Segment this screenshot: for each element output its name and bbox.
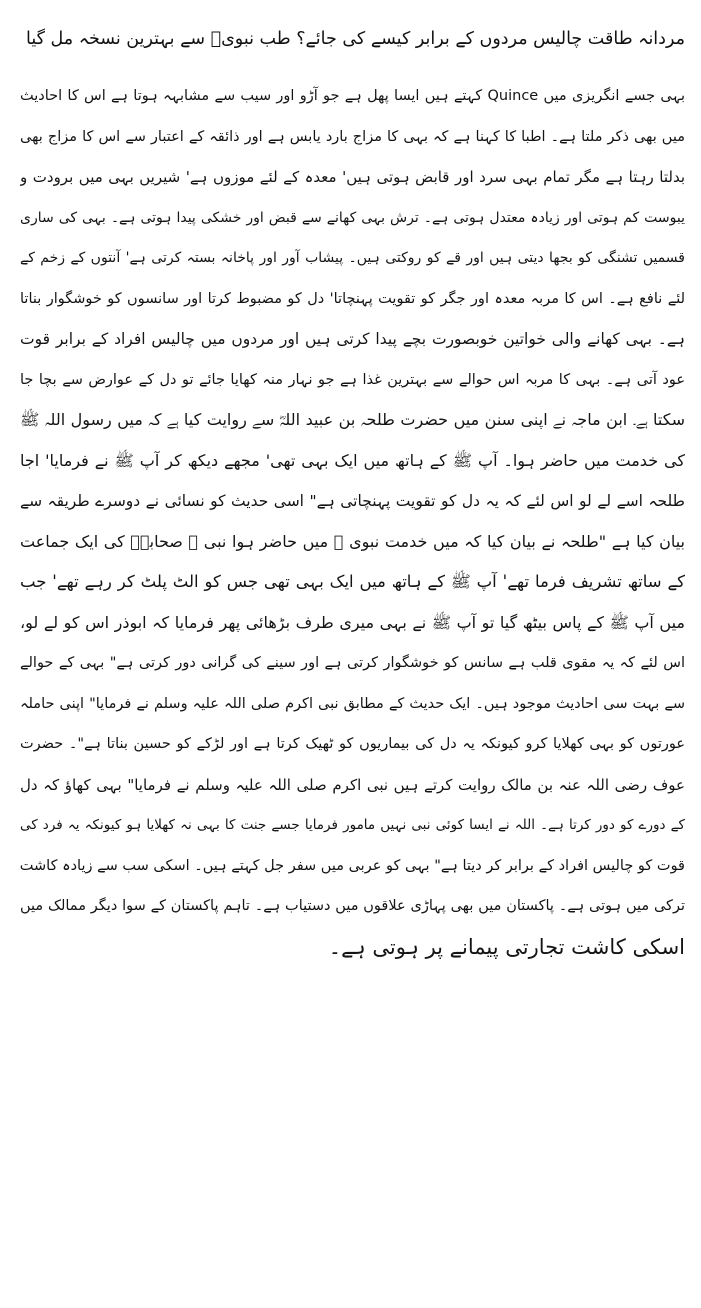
body-line: بیان کیا ہے "طلحہ نے بیان کیا کہ میں خدمت نبوی ﷺ میں حاضر ہوا نبی ﷺ صحابہؓ کی ایک جماعت	[20, 531, 685, 551]
article-body	[20, 76, 685, 967]
body-line: بدلتا رہتا ہے مگر تمام بہی سرد اور قابض ہوتی ہیں' معدہ کے لئے موزوں ہے' شیریں بہی میں برودت و	[20, 168, 685, 186]
body-line: لئے نافع ہے۔ اس کا مربہ معدہ اور جگر کو تقویت پہنچاتا' دل کو مضبوط کرتا اور سانسوں کو خوشگوار بناتا	[20, 290, 685, 307]
body-line: کے ساتھ تشریف فرما تھے' آپ ﷺ کے ہاتھ میں ایک بہی تھی جس کو الٹ پلٹ کر رہے تھے' جب	[20, 572, 685, 591]
article-title: مردانہ طاقت چالیس مردوں کے برابر کیسے کی جائے؟ طب نبویؐ سے بہترین نسخہ مل گیا	[26, 29, 685, 49]
body-line: کے دورے کو دور کرتا ہے۔ اللہ نے ایسا کوئی نبی نہیں مامور فرمایا جسے جنت کا بہی نہ کھلایا ہو کیونکہ یہ فرد کی	[20, 817, 685, 833]
body-line: طلحہ اسے لے لو اس لئے کہ یہ دل کو تقویت پہنچاتی ہے" اسی حدیث کو نسائی نے دوسرے طریقہ سے	[20, 492, 685, 510]
body-line: اس لئے کہ یہ مقوی قلب ہے سانس کو خوشگوار کرتی ہے اور سینے کی گرانی دور کرتی ہے" بہی کے حوالے	[20, 655, 685, 671]
body-line: قوت کو چالیس افراد کے برابر کر دیتا ہے" بہی کو عربی میں سفر جل کہتے ہیں۔ اسکی سب سے زیادہ کاشت	[20, 857, 685, 874]
body-line: بہی جسے انگریزی میں Quince کہتے ہیں ایسا پھل ہے جو آڑو اور سیب سے مشابہہ ہوتا ہے اس کا احادیث	[20, 88, 685, 104]
body-line: عود آتی ہے۔ بہی کا مربہ اس حوالے سے بہترین غذا ہے جو نہار منہ کھایا جائے تو دل کے عوارض سے بچا جا	[20, 371, 685, 388]
body-line: سے بہت سی احادیث موجود ہیں۔ ایک حدیث کے مطابق نبی اکرم صلی اللہ علیہ وسلم نے فرمایا" اپنی حاملہ	[20, 695, 685, 712]
body-line: اسکی کاشت تجارتی پیمانے پر ہوتی ہے۔	[328, 934, 685, 959]
body-line: میں بھی ذکر ملتا ہے۔ اطبا کا کہنا ہے کہ بہی کا مزاج بارد یابس ہے اور ذائقہ کے اعتبار سے اس کا مزاج بھی	[20, 128, 685, 145]
body-line: میں آپ ﷺ کے پاس بیٹھ گیا تو آپ ﷺ نے بہی میری طرف بڑھائی پھر فرمایا کہ ابوذر اس کو لے لو،	[20, 612, 685, 632]
body-line: سکتا ہے۔ ابن ماجہ نے اپنی سنن میں حضرت طلحہ بن عبید اللہؓ سے روایت کیا ہے کہ میں رسول اللہ ﷺ	[20, 410, 685, 429]
body-line: ترکی میں ہوتی ہے۔ پاکستان میں بھی پہاڑی علاقوں میں دستیاب ہے۔ تاہم پاکستان کے سوا دیگر ممالک میں	[20, 898, 685, 914]
body-line: کی خدمت میں حاضر ہوا۔ آپ ﷺ کے ہاتھ میں ایک بہی تھی' مجھے دیکھ کر آپ ﷺ نے فرمایا' اجا	[20, 450, 685, 470]
body-line: عورتوں کو بہی کھلایا کرو کیونکہ یہ دل کی بیماریوں کو ٹھیک کرتا ہے اور لڑکے کو حسین بناتا ہے"۔ حضرت	[20, 736, 685, 752]
body-line: عوف رضی اللہ عنہ بن مالک روایت کرتے ہیں نبی اکرم صلی اللہ علیہ وسلم نے فرمایا" بہی کھاؤ کہ دل	[20, 775, 685, 794]
body-line: ہے۔ بہی کھانے والی خواتین خوبصورت بچے پیدا کرتی ہیں اور مردوں میں چالیس افراد کے برابر قوت	[20, 330, 685, 348]
body-line: قسمیں تشنگی کو بجھا دیتی ہیں اور قے کو روکتی ہیں۔ پیشاب آور اور پاخانہ بستہ کرتی ہے' آنتوں کے زخم کے	[20, 250, 685, 266]
body-line: یبوست کم ہوتی اور زیادہ معتدل ہوتی ہے۔ ترش بہی کھانے سے قبض اور خشکی پیدا ہوتی ہے۔ بہی کی ساری	[20, 209, 685, 226]
